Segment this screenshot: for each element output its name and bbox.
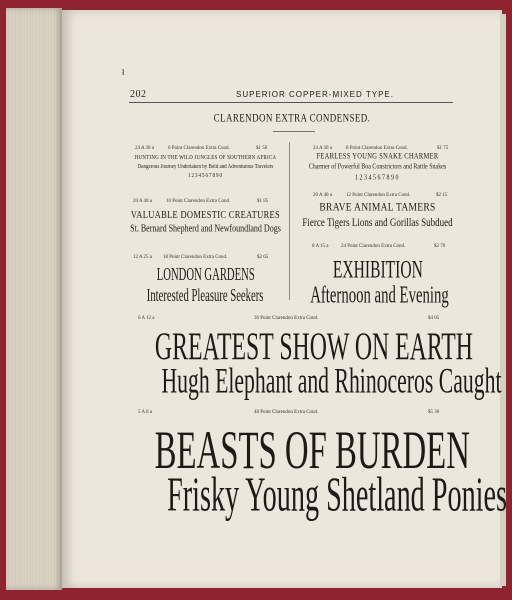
specimen-text: Afternoon and Evening xyxy=(310,281,449,308)
spec-price: $2 70 xyxy=(434,244,446,249)
specimen-text: LONDON GARDENS xyxy=(156,264,255,285)
specimen-line xyxy=(120,418,470,481)
specimen-line xyxy=(128,224,283,233)
specimen-line xyxy=(295,153,460,160)
spec-price: $1 85 xyxy=(257,199,269,204)
spec-qty: 20 A 40 a xyxy=(133,199,153,204)
specimen-text: Interested Pleasure Seekers xyxy=(147,285,264,306)
spec-qty: 24 A 30 a xyxy=(313,146,333,151)
specimen-line xyxy=(128,165,283,170)
spec-price: $1 75 xyxy=(437,146,449,151)
spec-qty: 20 A 40 a xyxy=(313,193,333,198)
specimen-text: Dangerous Journey Undertaken by Bold and Adventurous Travelers xyxy=(137,164,274,171)
margin-mark: ł xyxy=(122,68,125,77)
spec-price: $2 65 xyxy=(257,255,269,260)
header-rule xyxy=(129,102,453,103)
specimen-line xyxy=(295,164,460,170)
spec-size: 6 Point Clarendon Extra Cond. xyxy=(168,146,230,151)
spec-size: 36 Point Clarendon Extra Cond. xyxy=(254,316,319,321)
specimen-numerals xyxy=(295,175,460,181)
specimen-line xyxy=(128,209,283,219)
specimen-line xyxy=(120,466,507,522)
specimen-line xyxy=(128,264,283,285)
specimen-text: FEARLESS YOUNG SNAKE CHARMER xyxy=(316,152,439,161)
spec-price: $1 50 xyxy=(256,146,268,151)
page-edges xyxy=(6,8,62,590)
page-number: 202 xyxy=(130,89,147,100)
specimen-line xyxy=(120,360,502,401)
spec-size: 8 Point Clarendon Extra Cond. xyxy=(346,146,408,151)
spec-size: 10 Point Clarendon Extra Cond. xyxy=(166,199,231,204)
specimen-text: BEASTS OF BURDEN xyxy=(154,419,470,481)
specimen-line xyxy=(295,281,460,308)
spec-price: $4 05 xyxy=(428,316,440,321)
specimen-text: 1234567890 xyxy=(188,173,223,180)
specimen-text: Charmer of Powerful Boa Constrictors and Rattle Snakes xyxy=(308,163,447,171)
specimen-text: Hugh Elephant and Rhinoceros Caught xyxy=(161,360,502,401)
spec-qty: 5 A 8 a xyxy=(138,410,153,415)
specimen-text: 1234567890 xyxy=(355,174,400,182)
specimen-text: HUNTING IN THE WILD JUNGLES OF SOUTHERN AFRICA xyxy=(134,155,277,162)
section-title: CLARENDON EXTRA CONDENSED. xyxy=(213,111,371,124)
specimen-text: BRAVE ANIMAL TAMERS xyxy=(319,201,436,215)
specimen-line xyxy=(128,285,283,306)
column-divider xyxy=(289,142,290,300)
title-rule xyxy=(273,131,315,132)
running-header: SUPERIOR COPPER-MIXED TYPE. xyxy=(236,90,394,99)
specimen-line xyxy=(120,325,473,369)
specimen-line xyxy=(128,156,283,161)
spec-qty: 8 A 15 a xyxy=(312,244,329,249)
spec-size: 12 Point Clarendon Extra Cond. xyxy=(346,193,411,198)
specimen-text: EXHIBITION xyxy=(332,256,423,285)
spec-qty: 6 A 12 a xyxy=(138,316,155,321)
spec-qty: 12 A 25 a xyxy=(133,255,153,260)
spec-size: 48 Point Clarendon Extra Cond. xyxy=(254,410,319,415)
specimen-text: Fierce Tigers Lions and Gorillas Subdued xyxy=(302,215,453,229)
specimen-text: GREATEST SHOW ON EARTH xyxy=(154,325,473,369)
specimen-line xyxy=(295,203,460,213)
spec-size: 24 Point Clarendon Extra Cond. xyxy=(341,244,406,249)
spec-qty: 24 A 30 a xyxy=(135,146,155,151)
spec-price: $5 30 xyxy=(428,410,440,415)
spec-size: 18 Point Clarendon Extra Cond. xyxy=(163,255,228,260)
specimen-text: St. Bernard Shepherd and Newfoundland Dogs xyxy=(130,222,281,235)
spec-price: $2 15 xyxy=(436,193,448,198)
specimen-line xyxy=(295,256,460,285)
specimen-text: Frisky Young Shetland Ponies xyxy=(167,467,507,522)
specimen-text: VALUABLE DOMESTIC CREATURES xyxy=(130,207,281,221)
specimen-numerals xyxy=(128,174,283,179)
specimen-line xyxy=(295,217,460,227)
